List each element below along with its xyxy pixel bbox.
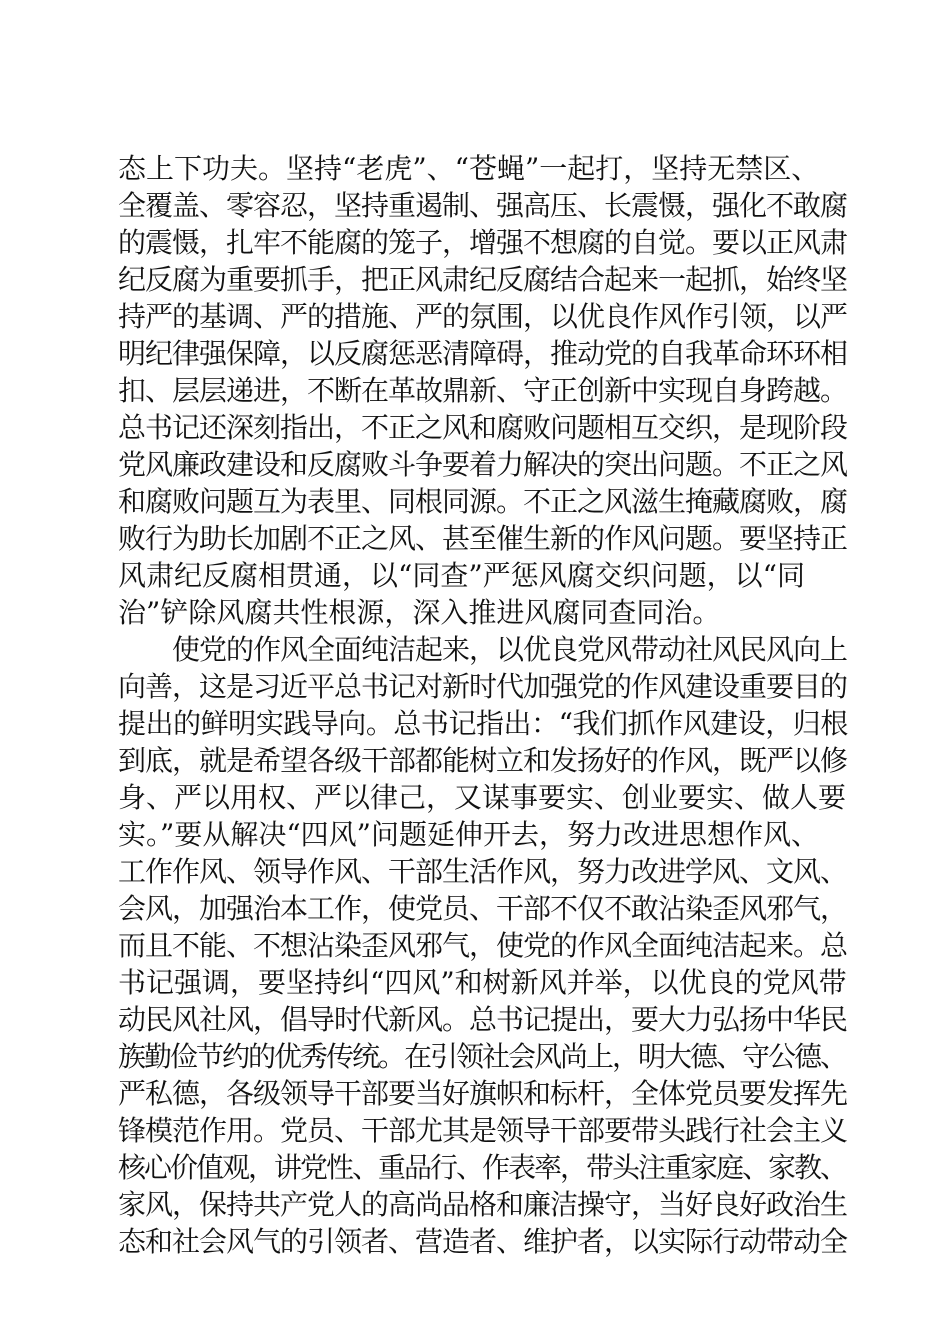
text-line: 纪反腐为重要抓手，把正风肃纪反腐结合起来一起抓，始终坚 [118, 263, 848, 296]
text-line: 的震慑，扎牢不能腐的笼子，增强不想腐的自觉。要以正风肃 [118, 226, 848, 259]
text-line: 核心价值观，讲党性、重品行、作表率，带头注重家庭、家教、 [118, 1151, 847, 1184]
text-line: 风肃纪反腐相贯通，以“同查”严惩风腐交织问题，以“同 [118, 559, 805, 592]
text-line: 到底，就是希望各级干部都能树立和发扬好的作风，既严以修 [118, 744, 848, 777]
text-line: 治”铲除风腐共性根源，深入推进风腐同查同治。 [118, 596, 721, 629]
text-line: 家风，保持共产党人的高尚品格和廉洁操守，当好良好政治生 [118, 1188, 848, 1221]
text-line: 动民风社风，倡导时代新风。总书记提出，要大力弘扬中华民 [118, 1003, 848, 1036]
text-line: 总书记还深刻指出，不正之风和腐败问题相互交织，是现阶段 [118, 411, 848, 444]
text-line: 败行为助长加剧不正之风、甚至催生新的作风问题。要坚持正 [118, 522, 848, 555]
text-line: 态和社会风气的引领者、营造者、维护者，以实际行动带动全 [118, 1225, 848, 1258]
text-line: 严私德，各级领导干部要当好旗帜和标杆，全体党员要发挥先 [118, 1077, 848, 1110]
text-line: 书记强调，要坚持纠“四风”和树新风并举，以优良的党风带 [118, 966, 847, 999]
text-line: 族勤俭节约的优秀传统。在引领社会风尚上，明大德、守公德、 [118, 1040, 847, 1073]
text-line: 全覆盖、零容忍，坚持重遏制、强高压、长震慑，强化不敢腐 [118, 189, 848, 222]
text-line: 锋模范作用。党员、干部尤其是领导干部要带头践行社会主义 [118, 1114, 848, 1147]
text-line: 党风廉政建设和反腐败斗争要着力解决的突出问题。不正之风 [118, 448, 848, 481]
text-line: 工作作风、领导作风、干部生活作风，努力改进学风、文风、 [118, 855, 848, 888]
text-line: 持严的基调、严的措施、严的氛围，以优良作风作引领，以严 [118, 300, 848, 333]
text-line: 向善，这是习近平总书记对新时代加强党的作风建设重要目的 [118, 670, 848, 703]
text-line: 提出的鲜明实践导向。总书记指出：“我们抓作风建设，归根 [118, 707, 848, 740]
body-text [118, 150, 848, 1260]
text-line: 扣、层层递进，不断在革故鼎新、守正创新中实现自身跨越。 [118, 374, 848, 407]
text-line: 使党的作风全面纯洁起来，以优良党风带动社风民风向上 [118, 633, 848, 666]
text-line: 态上下功夫。坚持“老虎”、“苍蝇”一起打，坚持无禁区、 [118, 152, 820, 185]
text-line: 和腐败问题互为表里、同根同源。不正之风滋生掩藏腐败，腐 [118, 485, 848, 518]
text-line: 明纪律强保障，以反腐惩恶清障碍，推动党的自我革命环环相 [118, 337, 848, 370]
text-line: 身、严以用权、严以律己，又谋事要实、创业要实、做人要 [118, 781, 847, 814]
text-line: 而且不能、不想沾染歪风邪气，使党的作风全面纯洁起来。总 [118, 929, 848, 962]
text-line: 实。”要从解决“四风”问题延伸开去，努力改进思想作风、 [118, 818, 819, 851]
text-line: 会风，加强治本工作，使党员、干部不仅不敢沾染歪风邪气， [118, 892, 848, 925]
